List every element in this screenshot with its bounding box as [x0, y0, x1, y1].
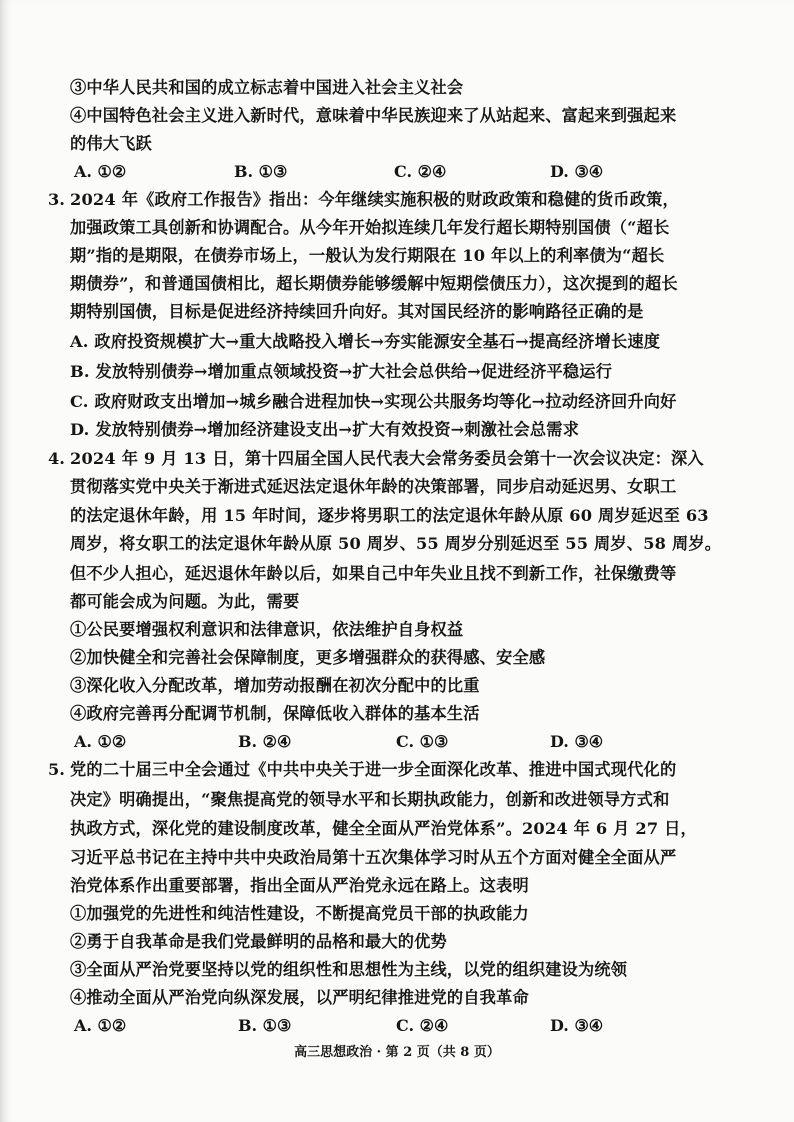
q3-stem-line-4: 期债券”，和普通国债相比，超长期债券能够缓解中短期偿债压力），这次提到的超长 [70, 274, 678, 293]
q5-stem-line-3: 执政方式，深化党的建设制度改革，健全全面从严治党体系”。2024 年 6 月 27 日， [70, 819, 697, 838]
q3-stem-line-1: 2024 年《政府工作报告》指出：今年继续实施积极的财政政策和稳健的货币政策， [70, 190, 679, 209]
q4-item-4: ④政府完善再分配调节机制，保障低收入群体的基本生活 [70, 704, 480, 723]
q2-item-4-line-1: ④中国特色社会主义进入新时代，意味着中华民族迎来了从站起来、富起来到强起来 [70, 106, 677, 125]
q5-stem-line-1: 党的二十届三中全会通过《中共中央关于进一步全面深化改革、推进中国式现代化的 [70, 760, 677, 779]
q5-option-a[interactable]: A. ①② [74, 1016, 127, 1035]
q4-number: 4. [48, 449, 65, 468]
q5-item-3: ③全面从严治党要坚持以党的组织性和思想性为主线，以党的组织建设为统领 [70, 960, 628, 979]
q4-stem-line-2: 贯彻落实党中央关于渐进式延迟法定退休年龄的决策部署，同步启动延迟男、女职工 [70, 477, 677, 496]
q2-option-d[interactable]: D. ③④ [550, 162, 604, 181]
q5-item-4: ④推动全面从严治党向纵深发展，以严明纪律推进党的自我革命 [70, 988, 529, 1007]
q2-option-b[interactable]: B. ①③ [234, 162, 288, 181]
q4-stem-line-6: 都可能会成为问题。为此，需要 [70, 592, 300, 611]
q2-option-a[interactable]: A. ①② [74, 162, 127, 181]
q5-number: 5. [48, 760, 65, 779]
q4-stem-line-4: 周岁，将女职工的法定退休年龄从原 50 周岁、55 周岁分别延迟至 55 周岁、58 周岁。 [70, 534, 722, 553]
q3-choice-b[interactable]: B. 发放特别债券→增加重点领域投资→扩大社会总供给→促进经济平稳运行 [70, 362, 613, 381]
q4-option-b[interactable]: B. ②④ [238, 732, 292, 751]
q2-item-3: ③中华人民共和国的成立标志着中国进入社会主义社会 [70, 78, 464, 97]
q3-choice-d[interactable]: D. 发放特别债券→增加经济建设支出→扩大有效投资→刺激社会总需求 [70, 420, 580, 439]
q5-option-b[interactable]: B. ①③ [238, 1016, 292, 1035]
q4-item-1: ①公民要增强权利意识和法律意识，依法维护自身权益 [70, 620, 464, 639]
q5-option-d[interactable]: D. ③④ [550, 1016, 604, 1035]
q4-option-d[interactable]: D. ③④ [550, 732, 604, 751]
q4-item-3: ③深化收入分配改革，增加劳动报酬在初次分配中的比重 [70, 676, 480, 695]
q4-option-a[interactable]: A. ①② [74, 732, 127, 751]
q5-stem-line-2: 决定》明确提出，“聚焦提高党的领导水平和长期执政能力，创新和改进领导方式和 [70, 790, 670, 809]
q4-item-2: ②加快健全和完善社会保障制度，更多增强群众的获得感、安全感 [70, 648, 546, 667]
q4-option-c[interactable]: C. ①③ [396, 732, 449, 751]
q5-stem-line-4: 习近平总书记在主持中共中央政治局第十五次集体学习时从五个方面对健全全面从严 [70, 848, 677, 867]
q4-stem-line-3: 的法定退休年龄，用 15 年时间，逐步将男职工的法定退休年龄从原 60 周岁延迟至 63 [70, 506, 709, 525]
q3-stem-line-2: 加强政策工具创新和协调配合。从今年开始拟连续几年发行超长期特别国债（“超长 [70, 218, 670, 237]
q2-option-c[interactable]: C. ②④ [394, 162, 447, 181]
q5-item-1: ①加强党的先进性和纯洁性建设，不断提高党员干部的执政能力 [70, 904, 529, 923]
q3-number: 3. [48, 190, 65, 209]
page-footer: 高三思想政治 · 第 2 页（共 8 页） [294, 1045, 500, 1060]
q3-stem-line-5: 期特别国债，目标是促进经济持续回升向好。其对国民经济的影响路径正确的是 [70, 302, 644, 321]
q3-choice-c[interactable]: C. 政府财政支出增加→城乡融合进程加快→实现公共服务均等化→拉动经济回升向好 [70, 392, 677, 411]
q2-item-4-line-2: 的伟大飞跃 [70, 134, 152, 153]
q5-item-2: ②勇于自我革命是我们党最鲜明的品格和最大的优势 [70, 932, 447, 951]
q3-choice-a[interactable]: A. 政府投资规模扩大→重大战略投入增长→夯实能源安全基石→提高经济增长速度 [70, 332, 661, 351]
q5-stem-line-5: 治党体系作出重要部署，指出全面从严治党永远在路上。这表明 [70, 876, 529, 895]
q4-stem-line-1: 2024 年 9 月 13 日，第十四届全国人民代表大会常务委员会第十一次会议决定：深入 [70, 449, 704, 468]
q5-option-c[interactable]: C. ②④ [396, 1016, 449, 1035]
q4-stem-line-5: 但不少人担心，延迟退休年龄以后，如果自己中年失业且找不到新工作，社保缴费等 [70, 564, 677, 583]
q3-stem-line-3: 期”指的是期限，在债券市场上，一般认为发行期限在 10 年以上的利率债为“超长 [70, 246, 665, 265]
